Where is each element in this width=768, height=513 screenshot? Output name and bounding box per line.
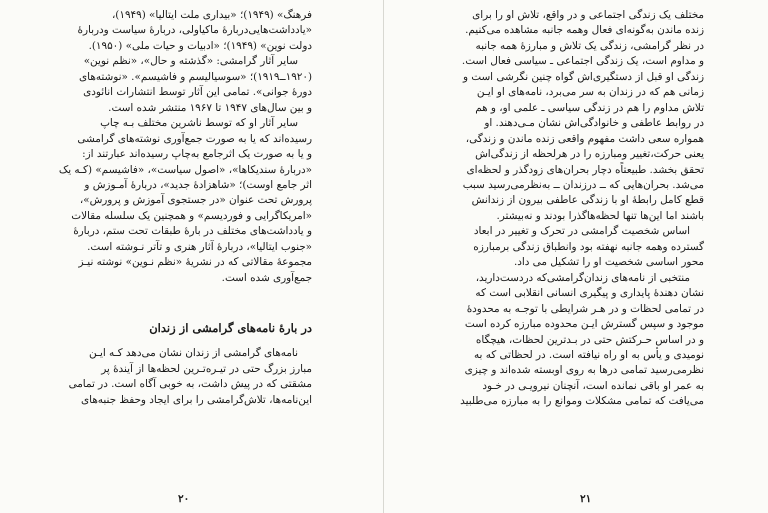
paragraph: سایر آثار گرامشی: «گذشته و حال»، «نظم نوین» (۱۹۲۰ــ۱۹۱۹)؛ «سوسیالیسم و فاشیسم». «نوشته‌های دورهٔ جوانی». تمامی این آثار توسط انتشارات انائودی و بین سال‌های ۱۹۴۷ تا ۱۹۶۷ منتشر شده است. bbox=[79, 55, 312, 114]
paragraph: اساس شخصیت گرامشی در تحرک و تغییر در ابعاد گسترده وهمه جانبه نهفته بود وانطباق زندگی برمبارزه محور اساسی شخصیت او را تشکیل می داد. bbox=[473, 225, 704, 269]
paragraph: نامه‌های گرامشی از زندان نشان می‌دهد کـه ایـن مبارز بزرگ حتی در تیـره‌تـرین لحظه‌ها از آینده‌ٔ پر مشقتی که در پیش داشت، به خوبی آگاه است. در تمامی این‌نامه‌ها، تلاش‌گرامشی را برای ایجاد وحفظ جنبه‌های bbox=[68, 347, 312, 406]
right-page-text bbox=[452, 8, 704, 410]
paragraph: منتخبی از نامه‌های زندان‌گرامشی‌که دردست‌دارید، نشان دهندهٔ پایداری و پیگیری انسانی انقلابی است که در تمامی لحظات و در هـر شرایطی با توجـه به محدودهٔ موجود و سپس گسترش ایـن محدوده مبارزه کرده است و در اساس حـرکتش حتی در بـدترین لحظات، هیچگاه نومیدی و یأس به او راه نیافته است. در لحظاتی که به نظرمی‌رسید تمامی درها به روی اوبسته شده‌اند و چیزی به عمر او باقی نمانده است، آنچنان نیرویـی در خـود می‌یافت که تمامی مشکلات وموانع را به مبارزه می‌طلبید bbox=[460, 271, 704, 408]
page-number: ۲۱ bbox=[580, 493, 592, 505]
page-number: ۲۰ bbox=[178, 493, 190, 505]
section-heading: در بارهٔ نامه‌های گرامشی از زندان bbox=[149, 321, 312, 336]
right-page bbox=[384, 0, 768, 513]
left-page-text-continued bbox=[58, 346, 312, 408]
left-page-text bbox=[58, 8, 312, 286]
paragraph: سایر آثار او که توسط ناشرین مختلف بـه چاپ رسیده‌اند که یا به صورت جمع‌آوری نوشته‌های گرامشی و یا به صورت یک اثرجامع به‌چاپ رسیده‌اند عبارتند از: «دربارهٔ سندیکاها»، «اصول سیاست»، «فاشیسم» (کـه یک اثر جامع اوست)؛ «شاهزادهٔ جدید»، دربارهٔ آمـوزش و پرورش تحت عنوان «در جستجوی آموزش و پرورش»، «امریکاگرایی و فوردیسم» و همچنین یک سلسله مقالات و یادداشت‌های مختلف در بارهٔ طبقات تحت ستم، دربارهٔ «جنوب ایتالیا»، دربارهٔ آثار هنری و تآتر نـوشته است. مجموعهٔ مقالاتی که در نشریهٔ «نظم نـوین» نوشته نیـز جمع‌آوری شده است. bbox=[58, 117, 312, 284]
paragraph: مختلف یک زندگی اجتماعی و در واقع، تلاش او را برای زنده ماندن به‌گونه‌ای فعال وهمه جانبه مشاهده می‌کنیم. در نظر گرامشی، زندگی یک تلاش و مبارزهٔ همه جانبه و مداوم است، یک زندگی اجتماعی ـ سیاسی فعال است. زندگی او قبل از دستگیری‌اش گواه چنین نگرشی است و زمانی هم که در زندان به سر می‌برد، نامه‌های او ایـن تلاش مداوم را هم در زندگی سیاسی ـ علمی او، و هم در روابط عاطفی و خانوادگی‌اش نشان مـی‌دهند. او همواره سعی داشت مفهوم واقعی زنده ماندن و زندگی، یعنی حرکت،تغییر ومبارزه را در هرلحظه از زندگی‌اش تحقق بخشد. طبیعتاً‌ه دچار بحران‌های زودگذر و لحظه‌ای می‌شد. بحران‌هایی که ــ درزندان ــ به‌نظرمی‌رسید سبب قطع کامل رابطهٔ او با زندگی عاطفی بیرون از زندانش باشند اما این‌ها تنها لحظه‌هاگذرا بودند و نه‌بیشتر. bbox=[461, 9, 704, 222]
paragraph: فرهنگ» (۱۹۴۹)؛ «بیداری ملت ایتالیا» (۱۹۴۹)، «یادداشت‌هایی‌دربارهٔ ماکیاولی، دربارهٔ سیاست ودربارهٔ دولت نوین» (۱۹۴۹)؛ «ادبیات و حیات ملی» (۱۹۵۰). bbox=[77, 9, 312, 52]
